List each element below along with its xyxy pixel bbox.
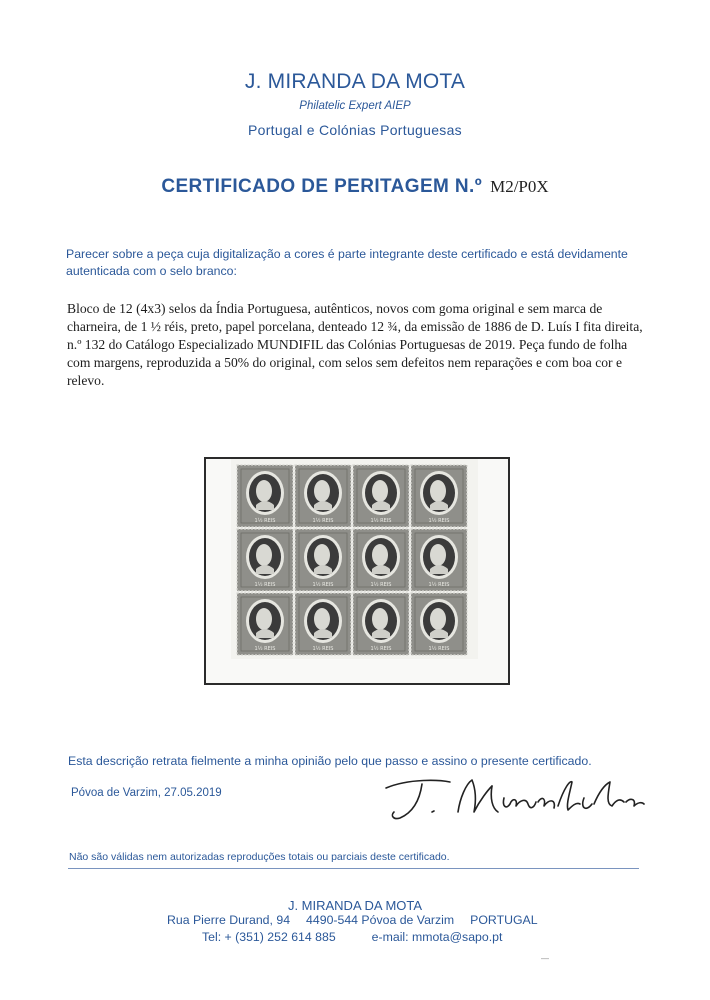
footer-contact xyxy=(202,930,502,944)
stamp-value: 1½ REIS xyxy=(370,582,392,588)
description-paragraph: Bloco de 12 (4x3) selos da Índia Portuguesa, autênticos, novos com goma original e sem marca de charneira, de 1 ½ réis, preto, papel porcelana, denteado 12 ¾, da emissão de 1886 de D. Luís I fita direita, n.º 132 do Catálogo Especializado MUNDIFIL das Colónias Portuguesas de 2019. Peça fundo de folha com margens, reproduzida a 50% do original, com selos sem defeitos nem reparações e com boa cor e relevo. xyxy=(67,301,643,388)
footer-phone: Tel: + (351) 252 614 885 xyxy=(202,930,336,944)
stamp xyxy=(237,593,293,655)
corner-mark: — xyxy=(541,954,549,963)
stamp-value: 1½ REIS xyxy=(370,518,392,524)
stamp-value: 1½ REIS xyxy=(428,518,450,524)
attestation-statement: Esta descrição retrata fielmente a minha opinião pelo que passo e assino o presente certificado. xyxy=(68,754,592,768)
stamp-value: 1½ REIS xyxy=(428,582,450,588)
disclaimer: Não são válidas nem autorizadas reproduções totais ou parciais deste certificado. xyxy=(69,851,450,863)
place-and-date: Póvoa de Varzim, 27.05.2019 xyxy=(71,787,222,799)
stamp-value: 1½ REIS xyxy=(370,646,392,652)
stamp-value: 1½ REIS xyxy=(254,518,276,524)
stamp xyxy=(237,465,293,527)
stamp-value: 1½ REIS xyxy=(312,646,334,652)
expert-subtitle: Philatelic Expert AIEP xyxy=(299,100,411,112)
stamp xyxy=(411,593,467,655)
footer-country: PORTUGAL xyxy=(470,913,538,927)
stamp xyxy=(237,529,293,591)
expert-name: J. MIRANDA DA MOTA xyxy=(244,70,466,93)
stamp xyxy=(411,529,467,591)
stamp xyxy=(295,593,351,655)
intro-paragraph: Parecer sobre a peça cuja digitalização a cores é parte integrante deste certificado e está devidamente autenticada com o selo branco: xyxy=(66,247,628,278)
footer-postal: 4490-544 Póvoa de Varzim xyxy=(306,913,455,927)
stamp xyxy=(353,529,409,591)
stamp-value: 1½ REIS xyxy=(312,518,334,524)
certificate-number: M2/P0X xyxy=(490,177,549,196)
stamp xyxy=(353,465,409,527)
stamp xyxy=(411,465,467,527)
handwritten-signature xyxy=(380,768,650,830)
footer-address xyxy=(167,913,554,927)
expert-region: Portugal e Colónias Portuguesas xyxy=(248,122,462,138)
certificate-title xyxy=(0,176,710,198)
certificate-title-text: CERTIFICADO DE PERITAGEM N.º xyxy=(161,176,483,197)
footer-email: e-mail: mmota@sapo.pt xyxy=(371,930,503,944)
stamp-value: 1½ REIS xyxy=(254,582,276,588)
divider-line xyxy=(68,868,639,869)
stamp xyxy=(295,529,351,591)
stamp xyxy=(353,593,409,655)
stamp xyxy=(295,465,351,527)
stamp-value: 1½ REIS xyxy=(312,582,334,588)
stamp-block-image xyxy=(231,459,478,659)
stamp-value: 1½ REIS xyxy=(254,646,276,652)
stamp-value: 1½ REIS xyxy=(428,646,450,652)
footer-street: Rua Pierre Durand, 94 xyxy=(167,913,291,927)
footer-name: J. MIRANDA DA MOTA xyxy=(287,898,423,913)
stamp-block-svg xyxy=(231,459,478,659)
